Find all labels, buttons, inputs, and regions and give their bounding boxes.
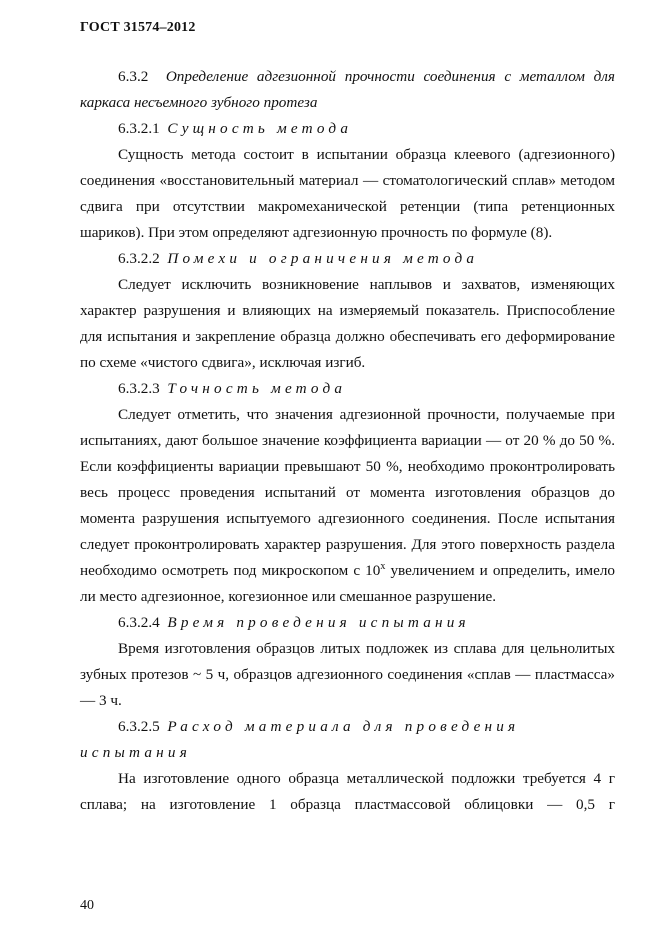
- paragraph-6-3-2-1: Сущность метода состоит в испытании образца клеевого (адгезионного) соединения «восстановительный материал — стоматологический сплав» методом сдвига при отсутствии макромеханической ретенции (типа ретенционных шариков). При этом определяют адгезионную прочность по формуле (8).: [80, 146, 615, 241]
- paragraph-6-3-2-2: Следует исключить возникновение наплывов и захватов, изменяющих характер разрушения и влияющих на измеряемый показатель. Приспособление для испытания и закрепление образца должно обеспечивать его деформирование по схеме «чистого сдвига», исключая изгиб.: [80, 276, 615, 371]
- section-number: 6.3.2.1: [118, 120, 160, 137]
- magnification-superscript: х: [380, 560, 386, 572]
- paragraph-6-3-2-4: Время изготовления образцов литых подложек из сплава для цельнолитых зубных протезов ~ 5 ч, образцов адгезионного соединения «сплав — пластмасса» — 3 ч.: [80, 640, 615, 709]
- section-number: 6.3.2.2: [118, 250, 160, 267]
- section-heading-6-3-2-3: [80, 376, 615, 402]
- section-number: 6.3.2.3: [118, 380, 160, 397]
- section-title: Помехи и ограничения метода: [167, 250, 479, 267]
- section-heading-6-3-2-5: [80, 714, 615, 766]
- paragraph-text-part: увеличением и определить, имело ли место адгезионное, когезионное или смешанное разрушение.: [80, 562, 616, 605]
- page-number: 40: [80, 898, 94, 913]
- section-heading-6-3-2-2: [80, 246, 615, 272]
- document-body: [80, 64, 615, 818]
- paragraph-text-part: Следует отметить, что значения адгезионной прочности, получаемые при испытаниях, дают большое значение коэффициента вариации — от 20 % до 50 %. Если коэффициенты вариации превышают 50 %, необходимо проконтролировать весь процесс проведения испытаний от момента изготовления образцов до момента разрушения испытуемого адгезионного соединения. После испытания следует проконтролировать характер разрушения. Для этого поверхность раздела необходимо осмотреть под микроскопом с 10: [80, 406, 615, 579]
- section-number: 6.3.2.4: [118, 614, 160, 631]
- section-title: Определение адгезионной прочности соединения с металлом для каркаса несъемного зубного протеза: [80, 68, 615, 111]
- section-title: Точность метода: [167, 380, 347, 397]
- section-number: 6.3.2.5: [118, 718, 160, 735]
- section-heading-6-3-2-4: [80, 610, 615, 636]
- paragraph-6-3-2-5: На изготовление одного образца металлической подложки требуется 4 г сплава; на изготовление 1 образца пластмассовой облицовки — 0,5 г: [80, 770, 615, 813]
- section-title: Расход материала для проведения испытания: [80, 718, 520, 761]
- section-title: Сущность метода: [167, 120, 353, 137]
- section-title: Время проведения испытания: [167, 614, 470, 631]
- paragraph-6-3-2-3: [80, 402, 615, 610]
- document-code-header: ГОСТ 31574–2012: [80, 20, 196, 35]
- section-heading-6-3-2-1: [80, 116, 615, 142]
- section-heading-6-3-2: [80, 64, 615, 116]
- section-number: 6.3.2: [118, 68, 149, 85]
